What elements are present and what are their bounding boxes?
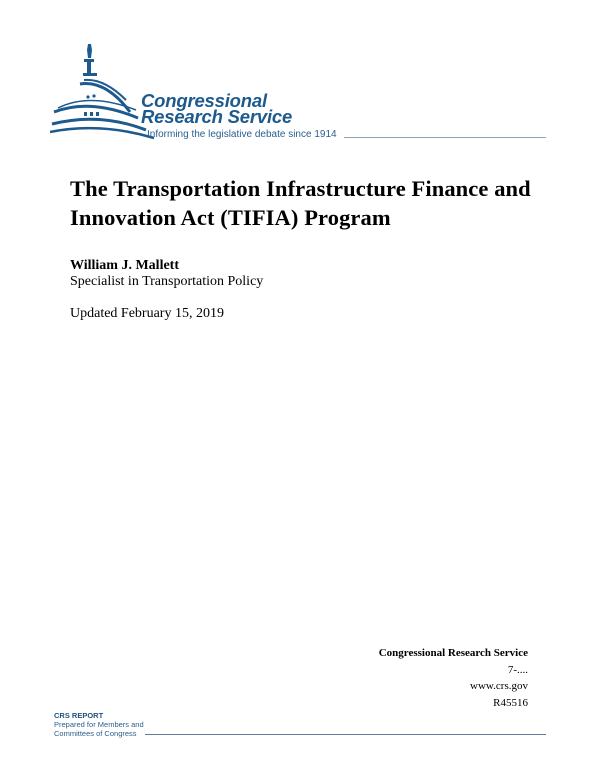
author-position: Specialist in Transportation Policy <box>70 274 264 289</box>
header-divider <box>344 137 546 138</box>
org-name-line2: Research Service <box>141 106 293 127</box>
crs-phone: 7-.... <box>507 663 528 676</box>
org-name <box>141 90 293 127</box>
org-name-line1: Congressional <box>141 90 267 111</box>
footer-label: CRS REPORT <box>54 711 104 720</box>
footer-divider <box>145 734 546 735</box>
crs-website[interactable]: www.crs.gov <box>470 680 528 692</box>
author-name: William J. Mallett <box>70 258 179 273</box>
updated-date: Updated February 15, 2019 <box>70 306 224 321</box>
crs-info <box>379 645 528 711</box>
report-number: R45516 <box>493 696 528 709</box>
footer-line2: Committees of Congress <box>54 728 137 738</box>
report-title: The Transportation Infrastructure Finance and Innovation Act (TIFIA) Program <box>70 176 531 230</box>
tagline: Informing the legislative debate since 1914 <box>147 129 337 140</box>
crs-org: Congressional Research Service <box>378 647 528 659</box>
footer-line1: Prepared for Members and <box>54 719 144 729</box>
footer <box>54 712 144 738</box>
